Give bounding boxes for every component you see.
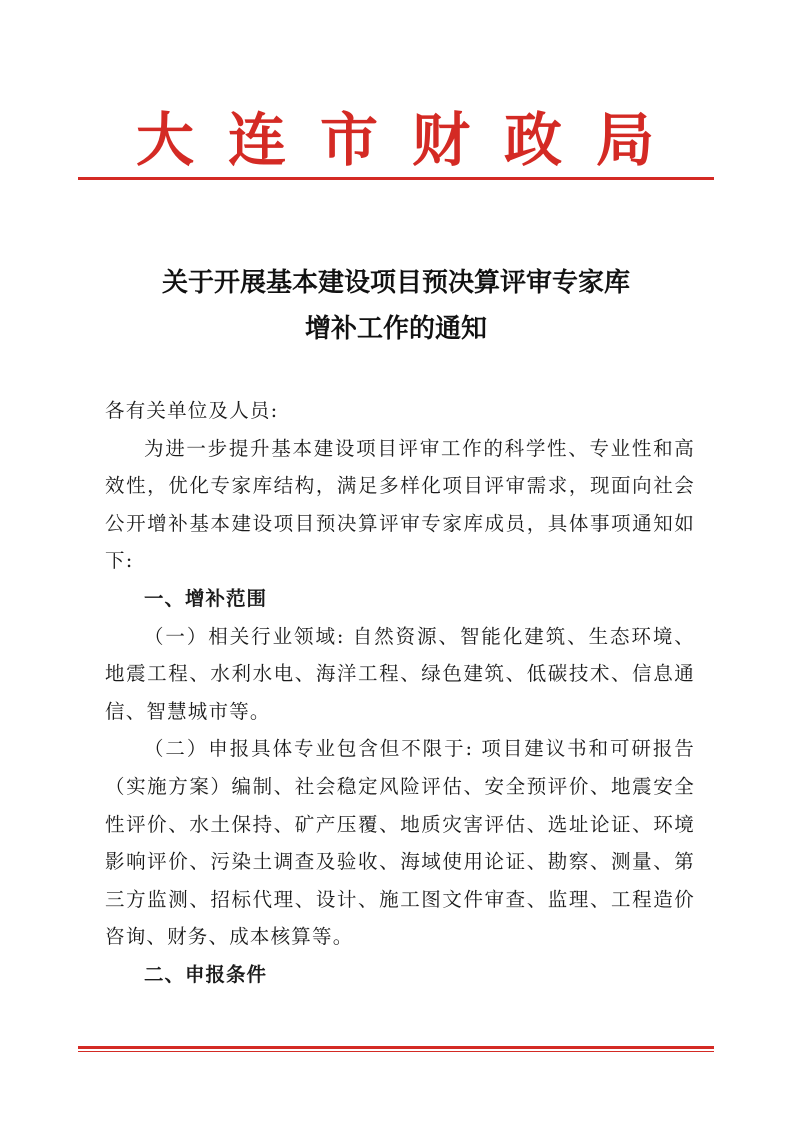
section-2-heading: 二、申报条件 bbox=[144, 962, 268, 986]
title-line-2: 增补工作的通知 bbox=[304, 314, 487, 344]
section-1-item-1: （一）相关行业领域: 自然资源、智能化建筑、生态环境、地震工程、水利水电、海洋工程、绿色建筑、低碳技术、信息通信、智慧城市等。 bbox=[105, 624, 695, 723]
section-1-item-2: （二）申报具体专业包含但不限于: 项目建议书和可研报告（实施方案）编制、社会稳定风险评估、安全预评价、地震安全性评价、水土保持、矿产压覆、地质灾害评估、选址论证、环境影响评价、污染土调查及验收、海域使用论证、勘察、测量、第三方监测、招标代理、设计、施工图文件审查、监理、工程造价咨询、财务、成本核算等。 bbox=[105, 737, 695, 949]
footer-red-rule bbox=[78, 1046, 714, 1052]
intro-paragraph: 为进一步提升基本建设项目评审工作的科学性、专业性和高效性，优化专家库结构，满足多样化项目评审需求，现面向社会公开增补基本建设项目预决算评审专家库成员，具体事项通知如下: bbox=[105, 436, 695, 573]
letterhead-red-rule bbox=[78, 177, 714, 180]
document-body bbox=[105, 392, 695, 994]
section-1-heading: 一、增补范围 bbox=[144, 586, 268, 610]
document-title bbox=[78, 260, 714, 352]
letterhead-issuer: 大连市财政局 bbox=[135, 106, 688, 174]
salutation: 各有关单位及人员: bbox=[105, 399, 279, 422]
title-line-1: 关于开展基本建设项目预决算评审专家库 bbox=[161, 268, 630, 298]
